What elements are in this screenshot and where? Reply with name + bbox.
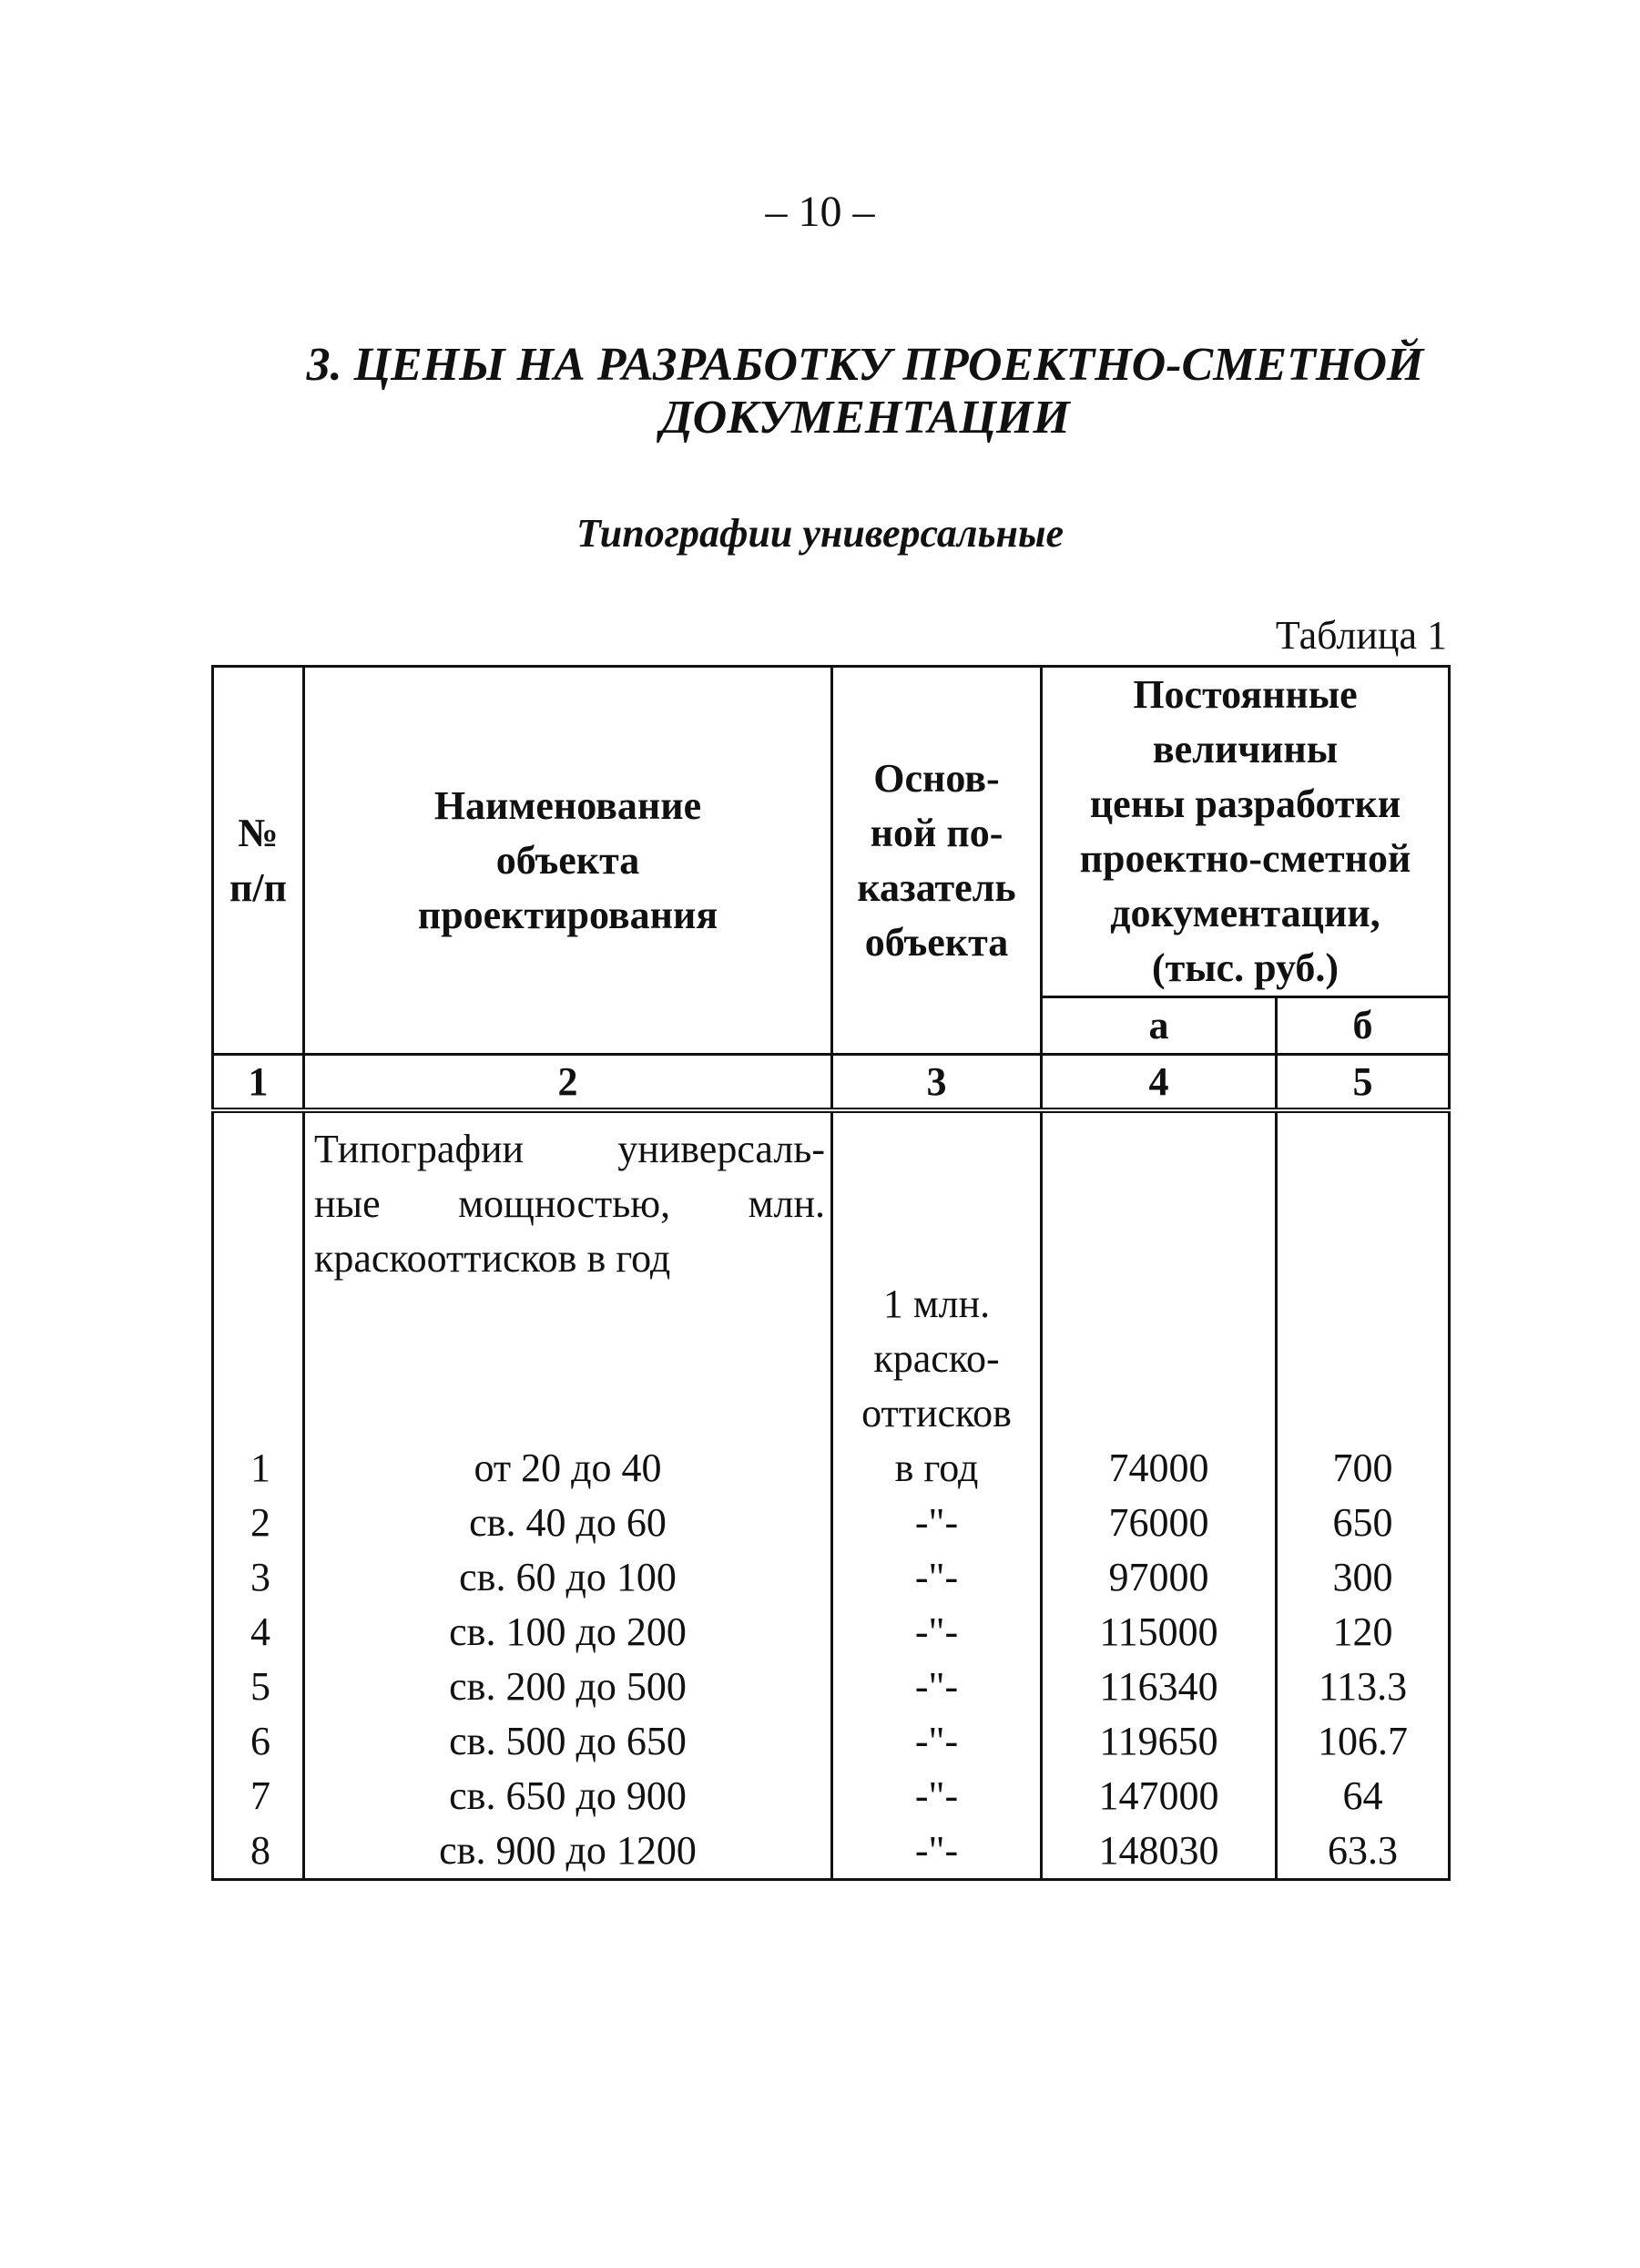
column-number-row: [213, 1055, 1450, 1111]
row-name: св. 200 до 500: [304, 1660, 832, 1714]
group-indicator: [832, 1110, 1042, 1496]
row-indicator: -"-: [832, 1824, 1042, 1880]
group-cell: [304, 1110, 832, 1496]
header-num-line-2: п/п: [229, 864, 287, 910]
row-value-a: 115000: [1042, 1605, 1277, 1660]
header-num: [213, 667, 304, 1055]
row-value-b: 106.7: [1277, 1714, 1450, 1769]
row-value-b: 120: [1277, 1605, 1450, 1660]
row-num: 2: [213, 1496, 304, 1550]
column-number-1: 1: [213, 1055, 304, 1111]
row-indicator: -"-: [832, 1660, 1042, 1714]
row-value-b: 113.3: [1277, 1660, 1450, 1714]
row-value-a: 97000: [1042, 1550, 1277, 1605]
header-name-line-3: проектирования: [417, 892, 718, 937]
row-indicator: -"-: [832, 1496, 1042, 1550]
group-description: [305, 1113, 830, 1286]
header-constants: [1042, 667, 1450, 997]
table-row: [213, 1824, 1450, 1880]
header-indicator-line-1: Основ-: [873, 755, 1000, 801]
section-title-line-2: ДОКУМЕНТАЦИИ: [660, 392, 1070, 444]
header-name: [304, 667, 832, 1055]
row-indicator: -"-: [832, 1605, 1042, 1660]
header-constants-line-5: документации,: [1110, 891, 1380, 935]
row-num: 6: [213, 1714, 304, 1769]
table-row: [213, 1496, 1450, 1550]
table-row: [213, 1660, 1450, 1714]
row-value-a: 116340: [1042, 1660, 1277, 1714]
row-name: св. 60 до 100: [304, 1550, 832, 1605]
row-value-b: 650: [1277, 1496, 1450, 1550]
row-indicator: -"-: [832, 1769, 1042, 1824]
row-num: 7: [213, 1769, 304, 1824]
row-num: 4: [213, 1605, 304, 1660]
row-indicator: -"-: [832, 1550, 1042, 1605]
row-value-a: 76000: [1042, 1496, 1277, 1550]
table-row: [213, 1769, 1450, 1824]
table-row: [213, 1605, 1450, 1660]
row-1-name: от 20 до 40: [474, 1446, 662, 1490]
header-constants-line-3: цены разработки: [1089, 782, 1401, 826]
group-desc-line-3: краскооттисков в год: [314, 1236, 671, 1281]
table-row: [213, 1550, 1450, 1605]
section-title: [164, 339, 1566, 444]
row-num: 5: [213, 1660, 304, 1714]
header-num-line-1: №: [238, 810, 279, 855]
header-constants-line-1: Постоянные: [1133, 672, 1358, 717]
header-indicator-line-4: объекта: [864, 919, 1009, 965]
column-number-5: 5: [1277, 1055, 1450, 1111]
row-value-a: 119650: [1042, 1714, 1277, 1769]
group-indicator-line-3: оттисков: [861, 1391, 1012, 1435]
row-value-a: 148030: [1042, 1824, 1277, 1880]
column-number-3: 3: [832, 1055, 1042, 1111]
row-value-b: 300: [1277, 1550, 1450, 1605]
price-table: [211, 665, 1451, 1881]
group-indicator-line-4: в год: [894, 1446, 979, 1490]
row-value-b: 63.3: [1277, 1824, 1450, 1880]
column-number-4: 4: [1042, 1055, 1277, 1111]
header-constants-line-2: величины: [1152, 727, 1339, 771]
header-indicator-line-2: ной по-: [870, 810, 1003, 855]
header-constants-line-4: проектно-сметной: [1079, 836, 1411, 881]
header-sub-a: а: [1042, 997, 1277, 1055]
row-value-a: 147000: [1042, 1769, 1277, 1824]
row-value-b: 64: [1277, 1769, 1450, 1824]
header-indicator-line-3: казатель: [857, 864, 1016, 910]
row-1-b: 700: [1277, 1110, 1450, 1496]
table-label: Таблица 1: [1275, 613, 1447, 658]
subtitle: Типографии универсальные: [576, 511, 1064, 556]
column-number-2: 2: [304, 1055, 832, 1111]
row-name: св. 900 до 1200: [304, 1824, 832, 1880]
header-sub-b: б: [1277, 997, 1450, 1055]
header-name-line-2: объекта: [495, 837, 640, 883]
group-desc-line-2: ные мощностью, млн.: [314, 1181, 825, 1226]
group-desc-line-1: Типографии универсаль-: [314, 1127, 825, 1171]
row-name: св. 100 до 200: [304, 1605, 832, 1660]
table-row: [213, 1714, 1450, 1769]
header-name-line-1: Наименование: [433, 782, 702, 828]
header-row: [213, 667, 1450, 997]
group-row: [213, 1110, 1450, 1496]
row-indicator: -"-: [832, 1714, 1042, 1769]
row-1-a: 74000: [1042, 1110, 1277, 1496]
header-indicator: [832, 667, 1042, 1055]
row-1-num: 1: [213, 1110, 304, 1496]
group-indicator-line-1: 1 млн.: [882, 1282, 991, 1326]
row-name: св. 40 до 60: [304, 1496, 832, 1550]
row-num: 8: [213, 1824, 304, 1880]
row-name: св. 500 до 650: [304, 1714, 832, 1769]
header-constants-line-6: (тыс. руб.): [1151, 945, 1340, 990]
group-indicator-line-2: краско-: [873, 1336, 1000, 1381]
page-number: – 10 –: [765, 188, 875, 236]
row-num: 3: [213, 1550, 304, 1605]
section-title-line-1: 3. ЦЕНЫ НА РАЗРАБОТКУ ПРОЕКТНО-СМЕТНОЙ: [306, 339, 1424, 391]
row-name: св. 650 до 900: [304, 1769, 832, 1824]
